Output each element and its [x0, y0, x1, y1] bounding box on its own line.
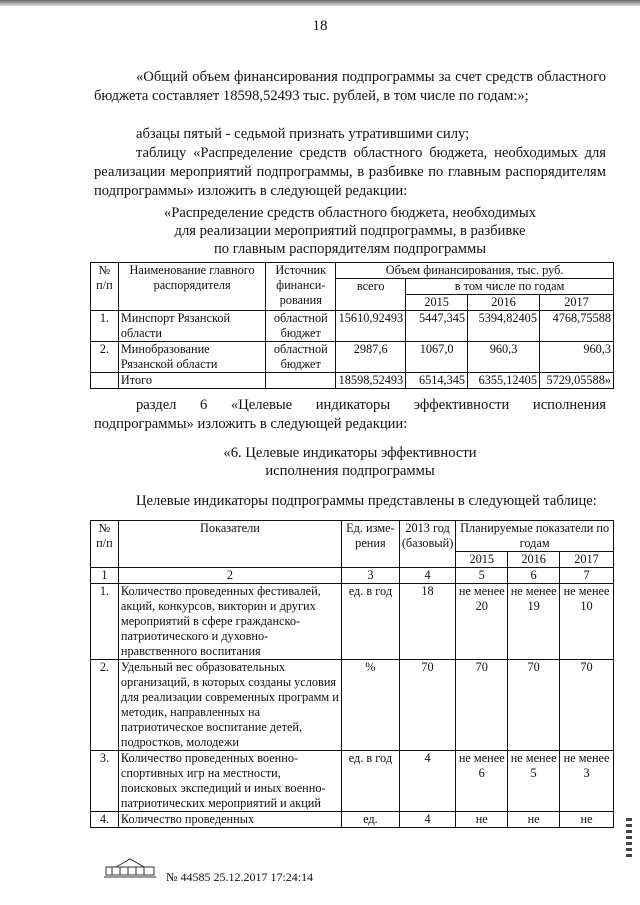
t1-header-name: Наименование главного распорядителя	[118, 263, 265, 311]
t1-header-year: 2016	[468, 295, 540, 311]
cell-2015: 5447,345	[406, 311, 468, 342]
cell-source: областной бюджет	[266, 311, 336, 342]
cell-2016: не менее 5	[508, 751, 560, 812]
t1-header-num: № п/п	[91, 263, 119, 311]
table-row	[91, 311, 614, 342]
cell-2016: не менее 19	[508, 584, 560, 660]
cell-base: 4	[399, 751, 456, 812]
cell-name: Минспорт Рязанской области	[118, 311, 265, 342]
cell-indicator: Количество проведенных фестивалей, акций, конкурсов, викторин и других мероприятий в сфере гражданско-патриотического и духовно-нравственного воспитания	[118, 584, 341, 660]
cell-2015: 70	[456, 660, 508, 751]
funding-distribution-table	[90, 262, 614, 389]
cell-num: 2.	[91, 660, 119, 751]
cell-2015: 6514,345	[406, 373, 468, 389]
target-indicators-table	[90, 520, 614, 828]
cell-2016: 5394,82405	[468, 311, 540, 342]
t2-column-numbers	[91, 568, 614, 584]
cell-2017: 70	[560, 660, 614, 751]
section6-title-line1: «6. Целевые индикаторы эффективности	[223, 445, 477, 461]
cell-base: 4	[399, 812, 456, 828]
t2-header-base: 2013 год (базовый)	[399, 521, 456, 568]
cell-2017: не менее 3	[560, 751, 614, 812]
cell-num: 4.	[91, 812, 119, 828]
t2-header-indicator: Показатели	[118, 521, 341, 568]
col-num: 3	[341, 568, 399, 584]
cell-unit: ед. в год	[341, 584, 399, 660]
t2-header-year: 2015	[456, 552, 508, 568]
t1-header-by-years: в том числе по годам	[406, 279, 614, 295]
cell-2015: не менее 20	[456, 584, 508, 660]
cell-num: 2.	[91, 342, 119, 373]
cell-indicator: Количество проведенных военно-спортивных игр на местности, поисковых экспедиций и иных военно-патриотических мероприятий и акций	[118, 751, 341, 812]
col-num: 1	[91, 568, 119, 584]
cell-unit: %	[341, 660, 399, 751]
col-num: 5	[456, 568, 508, 584]
scan-margin-mark	[626, 818, 632, 858]
t1-header-source: Источник финанси-рования	[266, 263, 336, 311]
cell-empty	[91, 373, 119, 389]
cell-total: 18598,52493	[336, 373, 406, 389]
t1-header-year: 2015	[406, 295, 468, 311]
table-row	[91, 751, 614, 812]
cell-source: областной бюджет	[266, 342, 336, 373]
table-row	[91, 660, 614, 751]
cell-unit: ед. в год	[341, 751, 399, 812]
table1-title	[94, 204, 606, 258]
cell-2017: 960,3	[539, 342, 613, 373]
t2-header-year: 2016	[508, 552, 560, 568]
table-row	[91, 812, 614, 828]
scan-top-edge	[0, 0, 640, 6]
cell-empty	[266, 373, 336, 389]
table-row	[91, 342, 614, 373]
section6-title	[94, 444, 606, 480]
table-total-row	[91, 373, 614, 389]
cell-num: 3.	[91, 751, 119, 812]
paragraph-total-funding: «Общий объем финансирования подпрограммы за счет средств областного бюджета составляет 18598,52493 тыс. рублей, в том числе по годам:»;	[94, 69, 606, 104]
cell-2016: не	[508, 812, 560, 828]
paragraph-indicators-intro: Целевые индикаторы подпрограммы представлены в следующей таблице:	[136, 493, 597, 509]
t2-header-unit: Ед. изме-рения	[341, 521, 399, 568]
table-row	[91, 584, 614, 660]
cell-2015: не	[456, 812, 508, 828]
table1-title-line2: для реализации мероприятий подпрограммы, в разбивке	[174, 223, 526, 239]
cell-2016: 960,3	[468, 342, 540, 373]
t2-header-num: № п/п	[91, 521, 119, 568]
page-number: 18	[312, 18, 328, 34]
cell-2016: 70	[508, 660, 560, 751]
cell-num: 1.	[91, 311, 119, 342]
cell-2016: 6355,12405	[468, 373, 540, 389]
paragraph-section6-replace: раздел 6 «Целевые индикаторы эффективности исполнения подпрограммы» изложить в следующей редакции:	[94, 397, 606, 432]
cell-total: 15610,92493	[336, 311, 406, 342]
t1-header-year: 2017	[539, 295, 613, 311]
cell-2017: не менее 10	[560, 584, 614, 660]
col-num: 2	[118, 568, 341, 584]
cell-total: 2987,6	[336, 342, 406, 373]
t2-header-planned: Планируемые показатели по годам	[456, 521, 614, 552]
cell-indicator: Количество проведенных	[118, 812, 341, 828]
cell-name: Минобразование Рязанской области	[118, 342, 265, 373]
t1-header-volume: Объем финансирования, тыс. руб.	[336, 263, 614, 279]
cell-base: 70	[399, 660, 456, 751]
cell-2017: 4768,75588	[539, 311, 613, 342]
col-num: 6	[508, 568, 560, 584]
cell-indicator: Удельный вес образовательных организаций, в которых созданы условия для реализации современных программ и методик, направленных на патриотическое воспитание детей, подростков, молодежи	[118, 660, 341, 751]
cell-num: 1.	[91, 584, 119, 660]
cell-base: 18	[399, 584, 456, 660]
registration-stamp: № 44585 25.12.2017 17:24:14	[166, 870, 314, 884]
cell-2017: не	[560, 812, 614, 828]
table1-title-line1: «Распределение средств областного бюджета, необходимых	[163, 205, 537, 221]
cell-total-label: Итого	[118, 373, 265, 389]
paragraph-table-replace: таблицу «Распределение средств областного бюджета, необходимых для реализации мероприятий подпрограммы, в разбивке по главным распорядителям подпрограммы» изложить в следующей редакции:	[94, 145, 606, 199]
cell-2015: не менее 6	[456, 751, 508, 812]
paragraph-repeal: абзацы пятый - седьмой признать утратившими силу;	[136, 126, 470, 142]
table1-title-line3: по главным распорядителям подпрограммы	[213, 241, 487, 257]
t1-header-total: всего	[336, 279, 406, 311]
cell-unit: ед.	[341, 812, 399, 828]
registry-building-icon	[102, 856, 158, 880]
cell-2017: 5729,05588»	[539, 373, 613, 389]
cell-2015: 1067,0	[406, 342, 468, 373]
col-num: 7	[560, 568, 614, 584]
section6-title-line2: исполнения подпрограммы	[265, 463, 435, 479]
col-num: 4	[399, 568, 456, 584]
t2-header-year: 2017	[560, 552, 614, 568]
